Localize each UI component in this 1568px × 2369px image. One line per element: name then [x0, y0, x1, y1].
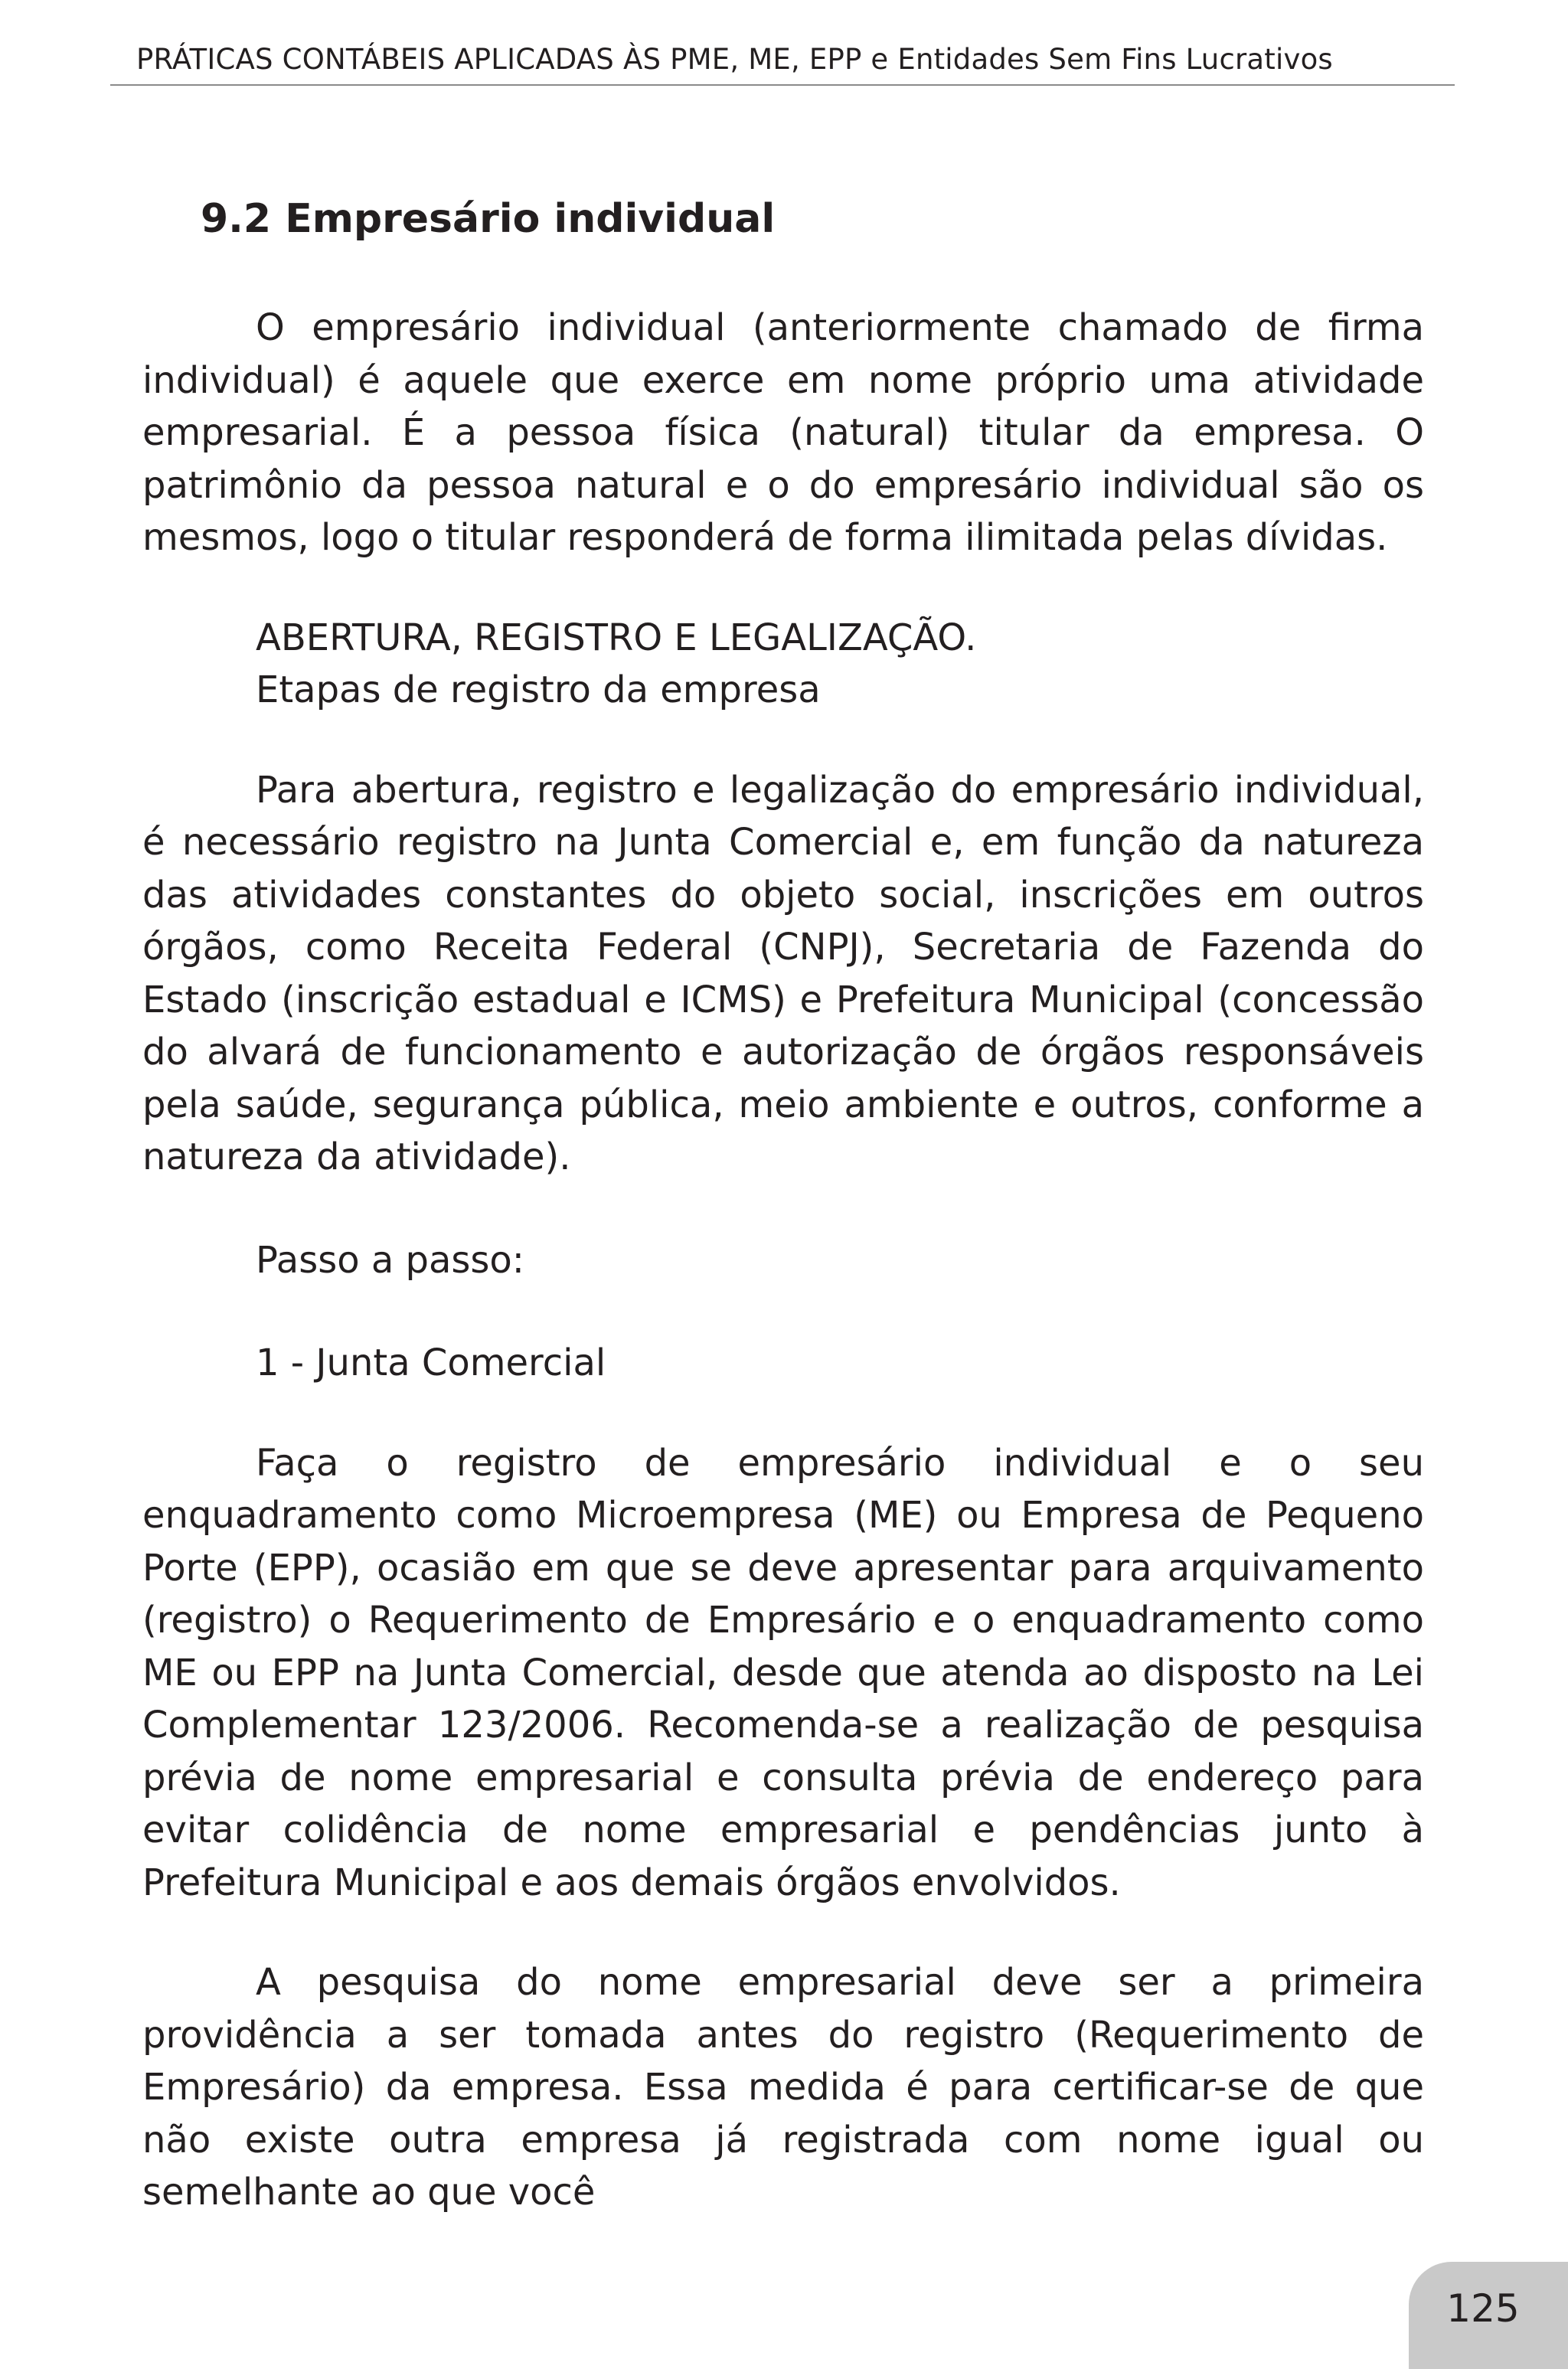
- subheading-abertura: ABERTURA, REGISTRO E LEGALIZAÇÃO.: [256, 616, 977, 659]
- page-number: 125: [1446, 2286, 1520, 2331]
- step-1-heading: 1 - Junta Comercial: [256, 1341, 606, 1384]
- paragraph-name-search: A pesquisa do nome empresarial deve ser a primeira providência a ser tomada antes do registro (Requerimento de Empresário) da empresa. Essa medida é para certificar-se de que não existe outra empresa já registrada com nome igual ou semelhante ao que você: [142, 1961, 1424, 2214]
- subheading-block: [256, 612, 1424, 717]
- running-header: PRÁTICAS CONTÁBEIS APLICADAS ÀS PME, ME, EPP e Entidades Sem Fins Lucrativos: [136, 43, 1333, 76]
- paragraph-junta-comercial: Faça o registro de empresário individual e o seu enquadramento como Microempresa (ME) ou Empresa de Pequeno Porte (EPP), ocasião em que se deve apresentar para arquivamento (registro) o Requerimento de Empresário e o enquadramento como ME ou EPP na Junta Comercial, desde que atenda ao disposto na Lei Complementar 123/2006. Recomenda-se a realização de pesquisa prévia de nome empresarial e consulta prévia de endereço para evitar colidência de nome empresarial e pendências junto à Prefeitura Municipal e aos demais órgãos envolvidos.: [142, 1441, 1424, 1904]
- paragraph-empresario-definition: O empresário individual (anteriormente chamado de firma individual) é aquele que exerce em nome próprio uma atividade empresarial. É a pessoa física (natural) titular da empresa. O patrimônio da pessoa natural e o do empresário individual são os mesmos, logo o titular responderá de forma ilimitada pelas dívidas.: [142, 306, 1424, 559]
- header-divider: [110, 84, 1455, 86]
- page-body: [142, 191, 1424, 2219]
- section-title: 9.2 Empresário individual: [201, 196, 776, 242]
- step-intro: Passo a passo:: [256, 1238, 524, 1282]
- paragraph-registration-requirements: Para abertura, registro e legalização do empresário individual, é necessário registro na Junta Comercial e, em função da natureza das atividades constantes do objeto social, inscrições em outros órgãos, como Receita Federal (CNPJ), Secretaria de Fazenda do Estado (inscrição estadual e ICMS) e Prefeitura Municipal (concessão do alvará de funcionamento e autorização de órgãos responsáveis pela saúde, segurança pública, meio ambiente e outros, conforme a natureza da atividade).: [142, 768, 1424, 1178]
- subheading-etapas: Etapas de registro da empresa: [256, 668, 821, 711]
